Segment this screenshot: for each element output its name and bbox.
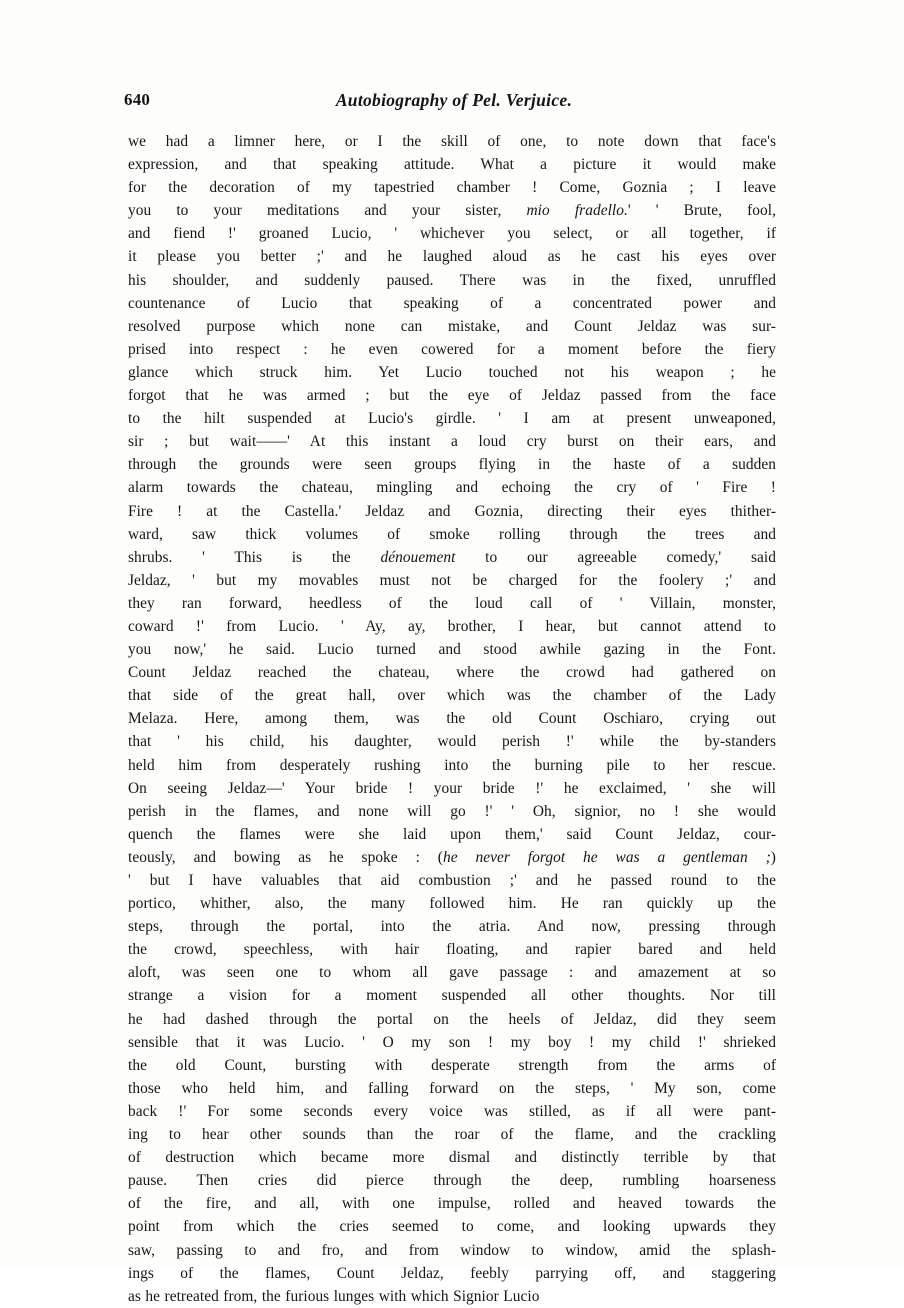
text-line: those who held him, and falling forward on the steps, ' My son, come xyxy=(128,1079,776,1097)
text-line: and fiend !' groaned Lucio, ' whichever you select, or all together, if xyxy=(128,225,776,243)
text-line: teously, and bowing as he spoke : (he never forgot he was a gentleman ;) xyxy=(128,848,776,866)
text-line: perish in the flames, and none will go !' ' Oh, signior, no ! she would xyxy=(128,802,776,820)
text-line: we had a limner here, or I the skill of one, to note down that face's xyxy=(128,133,776,150)
text-line: through the grounds were seen groups flying in the haste of a sudden xyxy=(128,456,776,474)
text-line: ' but I have valuables that aid combustion ;' and he passed round to the xyxy=(128,872,776,889)
text-line: to the hilt suspended at Lucio's girdle. ' I am at present unweaponed, xyxy=(128,410,776,428)
text-line: expression, and that speaking attitude. What a picture it would make xyxy=(128,156,776,174)
text-line: his shoulder, and suddenly paused. There was in the fixed, unruffled xyxy=(128,271,776,289)
text-line: back !' For some seconds every voice was stilled, as if all were pant- xyxy=(128,1102,776,1120)
body-text xyxy=(128,130,776,1308)
text-line: for the decoration of my tapestried chamber ! Come, Goznia ; I leave xyxy=(128,179,776,197)
text-line: saw, passing to and fro, and from window to window, amid the splash- xyxy=(128,1241,776,1259)
page-number: 640 xyxy=(124,90,151,109)
text-line: it please you better ;' and he laughed aloud as he cast his eyes over xyxy=(128,248,776,266)
text-line: prised into respect : he even cowered for a moment before the fiery xyxy=(128,340,776,358)
paragraph xyxy=(128,130,776,1308)
text-line: glance which struck him. Yet Lucio touched not his weapon ; he xyxy=(128,363,776,381)
text-line: portico, whither, also, the many followed him. He ran quickly up the xyxy=(128,895,776,913)
text-line: pause. Then cries did pierce through the deep, rumbling hoarseness xyxy=(128,1172,776,1190)
text-line: steps, through the portal, into the atria. And now, pressing through xyxy=(128,918,776,936)
text-line: resolved purpose which none can mistake, and Count Jeldaz was sur- xyxy=(128,317,776,335)
text-line: On seeing Jeldaz—' Your bride ! your bride !' he exclaimed, ' she will xyxy=(128,779,776,797)
text-line: ing to hear other sounds than the roar of the flame, and the crackling xyxy=(128,1126,776,1144)
text-line: you now,' he said. Lucio turned and stood awhile gazing in the Font. xyxy=(128,641,776,659)
text-line: forgot that he was armed ; but the eye of Jeldaz passed from the face xyxy=(128,387,776,405)
text-line: Jeldaz, ' but my movables must not be charged for the foolery ;' and xyxy=(128,571,776,589)
text-line: the crowd, speechless, with hair floating, and rapier bared and held xyxy=(128,941,776,959)
text-line: alarm towards the chateau, mingling and echoing the cry of ' Fire ! xyxy=(128,479,776,497)
running-title: Autobiography of Pel. Verjuice. xyxy=(335,90,573,110)
text-line: the old Count, bursting with desperate strength from the arms of xyxy=(128,1056,776,1074)
text-line: of destruction which became more dismal and distinctly terrible by that xyxy=(128,1149,776,1167)
text-line: they ran forward, heedless of the loud call of ' Villain, monster, xyxy=(128,594,776,612)
text-line: ings of the flames, Count Jeldaz, feebly parrying off, and staggering xyxy=(128,1264,776,1282)
text-line: shrubs. ' This is the dénouement to our agreeable comedy,' said xyxy=(128,548,776,566)
text-line: you to your meditations and your sister, mio fradello.' ' Brute, fool, xyxy=(128,202,776,220)
text-line: of the fire, and all, with one impulse, rolled and heaved towards the xyxy=(128,1195,776,1213)
text-line: that side of the great hall, over which was the chamber of the Lady xyxy=(128,687,776,705)
text-line: Melaza. Here, among them, was the old Count Oschiaro, crying out xyxy=(128,710,776,728)
text-line: he had dashed through the portal on the heels of Jeldaz, did they seem xyxy=(128,1010,776,1028)
text-line: ward, saw thick volumes of smoke rolling through the trees and xyxy=(128,525,776,543)
text-line: that ' his child, his daughter, would perish !' while the by-standers xyxy=(128,733,776,751)
text-line: Count Jeldaz reached the chateau, where the crowd had gathered on xyxy=(128,664,776,682)
text-line: point from which the cries seemed to come, and looking upwards they xyxy=(128,1218,776,1236)
page-header xyxy=(124,90,784,116)
text-line: aloft, was seen one to whom all gave passage : and amazement at so xyxy=(128,964,776,982)
text-line: sensible that it was Lucio. ' O my son ! my boy ! my child !' shrieked xyxy=(128,1033,776,1051)
text-line: countenance of Lucio that speaking of a concentrated power and xyxy=(128,294,776,312)
text-line: as he retreated from, the furious lunges with which Signior Lucio xyxy=(128,1287,540,1305)
text-line: held him from desperately rushing into the burning pile to her rescue. xyxy=(128,756,776,774)
text-line: sir ; but wait——' At this instant a loud cry burst on their ears, and xyxy=(128,433,776,451)
text-line: quench the flames were she laid upon them,' said Count Jeldaz, cour- xyxy=(128,825,776,843)
text-line: strange a vision for a moment suspended all other thoughts. Nor till xyxy=(128,987,776,1005)
text-line: coward !' from Lucio. ' Ay, ay, brother, I hear, but cannot attend to xyxy=(128,617,776,635)
text-line: Fire ! at the Castella.' Jeldaz and Goznia, directing their eyes thither- xyxy=(128,502,776,520)
